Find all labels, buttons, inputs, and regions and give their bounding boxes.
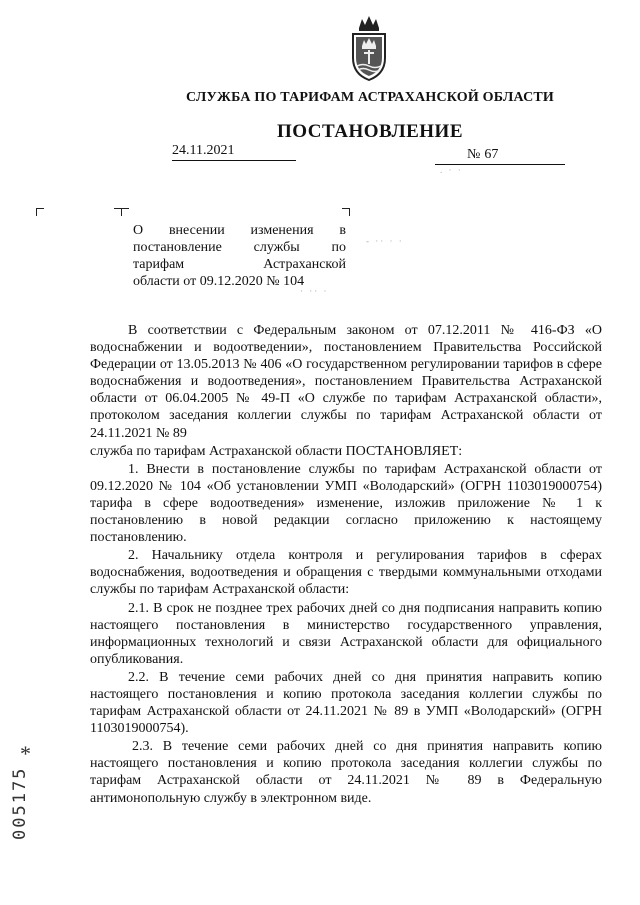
subject-line: постановление службы по bbox=[133, 240, 346, 255]
document-body bbox=[90, 322, 602, 808]
corner-mark bbox=[342, 208, 350, 216]
number-sign: № bbox=[467, 147, 481, 162]
item-2-1-paragraph: 2.1. В срок не позднее трех рабочих дней со дня подписания направить копию настоящего постановления в министерство государственного управления, информационных технологий и связи Астраханской области для официального опубликования. bbox=[90, 600, 602, 667]
document-date: 24.11.2021 bbox=[172, 143, 296, 161]
preamble-paragraph: В соответствии с Федеральным законом от 07.12.2011 № 416-ФЗ «О водоснабжении и водоотведении», постановлением Правительства Российской Федерации от 13.05.2013 № 406 «О государственном регулировании тарифов в сфере водоснабжения и водоотведения», постановлением Правительства Астраханской области от 06.04.2005 № 49-П «О службе по тарифам Астраханской области», протоколом заседания коллегии службы по тарифам Астраханской области от 24.11.2021 № 89 bbox=[90, 323, 602, 441]
document-type-title: ПОСТАНОВЛЕНИЕ bbox=[276, 121, 464, 142]
item-2-3-paragraph: 2.3. В течение семи рабочих дней со дня принятия направить копию настоящего постановления и копию протокола заседания коллегии службы по тарифам Астраханской области от 24.11.2021 № 89 в Федеральную антимонопольную службу в электронном виде. bbox=[90, 739, 602, 806]
organization-name: СЛУЖБА ПО ТАРИФАМ АСТРАХАНСКОЙ ОБЛАСТИ bbox=[185, 90, 555, 105]
document-number-field bbox=[435, 147, 565, 165]
document-number bbox=[467, 147, 498, 163]
document-subject bbox=[133, 222, 346, 290]
scan-noise: - ·· · · bbox=[366, 236, 404, 246]
item-2-2-paragraph: 2.2. В течение семи рабочих дней со дня принятия направить копию настоящего постановления и копию протокола заседания коллегии службы по тарифам Астраханской области от 24.11.2021 № 89 в УМП «Володарский» (ОГРН 1103019000754). bbox=[90, 669, 602, 737]
subject-line: тарифам Астраханской bbox=[133, 257, 346, 272]
scan-noise: · ·· · bbox=[300, 286, 329, 296]
scan-noise: . · · bbox=[440, 165, 463, 175]
corner-mark bbox=[121, 208, 129, 216]
corner-mark bbox=[36, 208, 44, 216]
number-value: 67 bbox=[484, 147, 499, 162]
subject-line: О внесении изменения в bbox=[133, 223, 346, 238]
item-2-paragraph: 2. Начальнику отдела контроля и регулирования тарифов в сферах водоснабжения, водоотведения и обращения с твердыми коммунальными отходами службы по тарифам Астраханской области: bbox=[90, 548, 602, 598]
coat-of-arms-emblem-icon bbox=[345, 14, 393, 84]
subject-line: области от 09.12.2020 № 104 bbox=[133, 274, 305, 289]
margin-registry-number bbox=[6, 745, 46, 855]
item-1-paragraph: 1. Внести в постановление службы по тарифам Астраханской области от 09.12.2020 № 104 «Об установлении УМП «Володарский» (ОГРН 1103019000754) тарифа в сфере водоотведения» изменение, изложив приложение № 1 к постановлению в новой редакции согласно приложению к настоящему постановлению. bbox=[90, 461, 602, 546]
decree-paragraph: служба по тарифам Астраханской области ПОСТАНОВЛЯЕТ: bbox=[90, 443, 463, 459]
registry-number-text: 005175 bbox=[10, 766, 30, 840]
margin-star-mark: * bbox=[20, 741, 31, 766]
